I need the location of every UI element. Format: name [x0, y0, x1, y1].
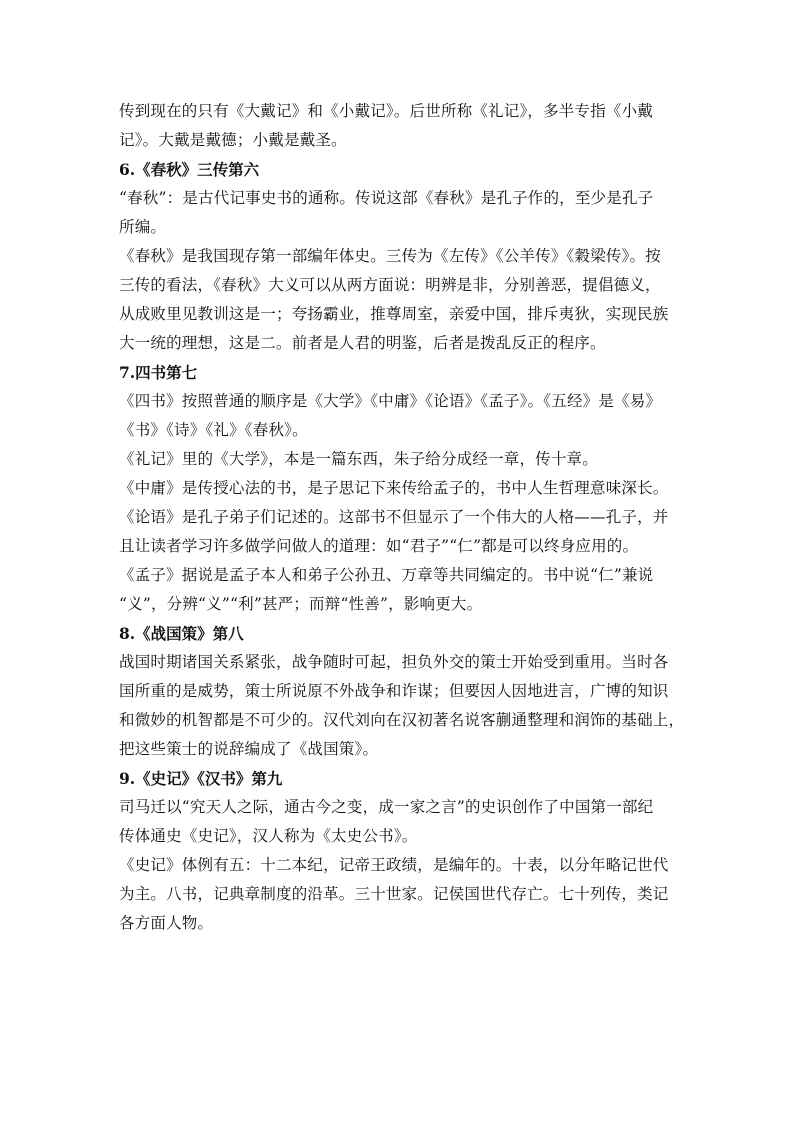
paragraph-line: 记》。大戴是戴德；小戴是戴圣。 — [119, 131, 347, 149]
paragraph-line: 传到现在的只有《大戴记》和《小戴记》。后世所称《礼记》，多半专指《小戴 — [119, 102, 654, 120]
paragraph-line: 《论语》是孔子弟子们记述的。这部书不但显示了一个伟大的人格——孔子，并 — [119, 508, 669, 526]
paragraph-line: 《孟子》据说是孟子本人和弟子公孙丑、万章等共同编定的。书中说“仁”兼说 — [119, 566, 654, 584]
paragraph-line: 且让读者学习许多做学问做人的道理：如“君子”“仁”都是可以终身应用的。 — [119, 537, 639, 555]
document-body — [119, 97, 685, 938]
section-heading: 6.《春秋》三传第六 — [119, 160, 260, 179]
paragraph-line: 为主。八书，记典章制度的沿革。三十世家。记侯国世代存亡。七十列传，类记 — [119, 885, 669, 903]
section-heading: 9.《史记》《汉书》第九 — [119, 769, 283, 788]
section-heading: 7.四书第七 — [119, 363, 198, 382]
paragraph-line: 所编。 — [119, 218, 167, 236]
paragraph-line: 《书》《诗》《礼》《春秋》。 — [119, 421, 308, 439]
paragraph-line: 《中庸》是传授心法的书，是子思记下来传给孟子的，书中人生哲理意味深长。 — [119, 479, 669, 497]
paragraph-line: 把这些策士的说辞编成了《战国策》。 — [119, 740, 379, 758]
paragraph-line: 大一统的理想，这是二。前者是人君的明鉴，后者是拨乱反正的程序。 — [119, 334, 606, 352]
section-heading: 8.《战国策》第八 — [119, 624, 244, 643]
paragraph-line: 从成败里见教训这是一；夸扬霸业，推尊周室，亲爱中国，排斥夷狄，实现民族 — [119, 305, 669, 323]
paragraph-line: 和微妙的机智都是不可少的。汉代刘向在汉初著名说客蒯通整理和润饰的基础上， — [119, 711, 685, 729]
paragraph-line: 传体通史《史记》，汉人称为《太史公书》。 — [119, 827, 418, 845]
paragraph-line: 各方面人物。 — [119, 914, 214, 932]
paragraph-line: 《春秋》是我国现存第一部编年体史。三传为《左传》《公羊传》《穀梁传》。按 — [119, 247, 661, 265]
paragraph-line: 《礼记》里的《大学》，本是一篇东西，朱子给分成经一章，传十章。 — [119, 450, 598, 468]
paragraph-line: 国所重的是威势，策士所说原不外战争和诈谋；但要因人因地进言，广博的知识 — [119, 682, 669, 700]
paragraph-line: “春秋”：是古代记事史书的通称。传说这部《春秋》是孔子作的，至少是孔子 — [119, 189, 654, 207]
paragraph-line: 《史记》体例有五：十二本纪，记帝王政绩，是编年的。十表，以分年略记世代 — [119, 856, 669, 874]
paragraph-line: “义”，分辨“义”“利”甚严；而辩“性善”，影响更大。 — [119, 595, 483, 613]
paragraph-line: 司马迁以“究天人之际，通古今之变，成一家之言”的史识创作了中国第一部纪 — [119, 798, 654, 816]
paragraph-line: 三传的看法，《春秋》大义可以从两方面说：明辨是非，分别善恶，提倡德义， — [119, 276, 661, 294]
paragraph-line: 《四书》按照普通的顺序是《大学》《中庸》《论语》《孟子》。《五经》是《易》 — [119, 392, 662, 410]
paragraph-line: 战国时期诸国关系紧张，战争随时可起，担负外交的策士开始受到重用。当时各 — [119, 653, 669, 671]
